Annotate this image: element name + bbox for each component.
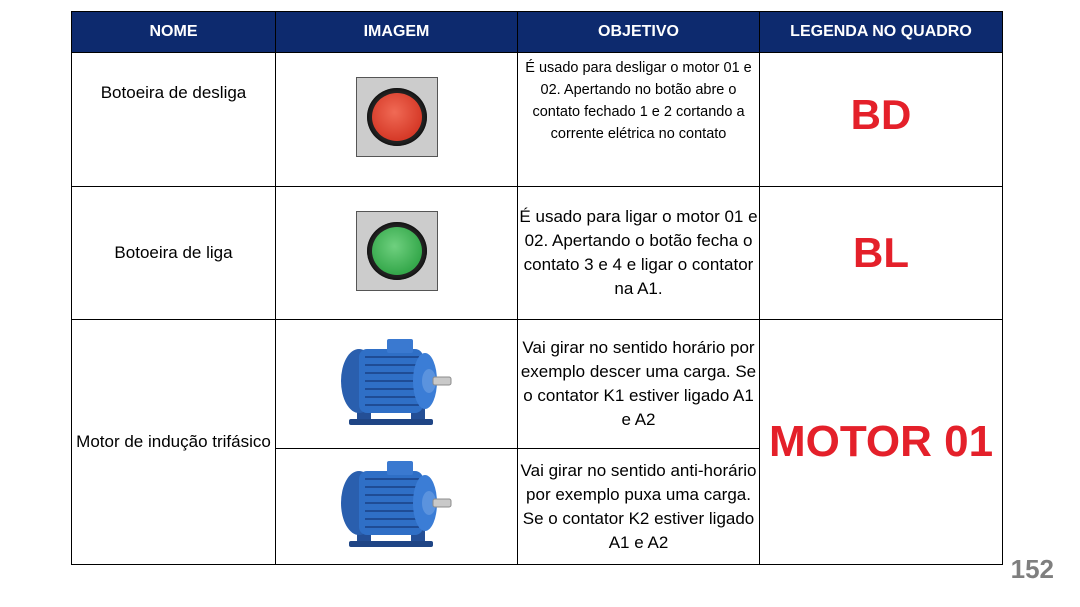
row-image: [276, 187, 518, 320]
row-legend: BD: [760, 53, 1003, 187]
table-row: [72, 53, 1003, 187]
header-imagem: IMAGEM: [276, 12, 518, 53]
row-name: Botoeira de liga: [72, 187, 276, 320]
green-push-button-icon: [356, 211, 438, 291]
page-number: 152: [1010, 554, 1054, 584]
row-objective: É usado para desligar o motor 01 e 02. Apertando no botão abre o contato fechado 1 e 2 cortando a corrente elétrica no contato: [518, 53, 760, 187]
row-image: [276, 53, 518, 187]
row-image: [276, 449, 518, 565]
row-objective: Vai girar no sentido anti-horário por exemplo puxa uma carga. Se o contator K2 estiver ligado A1 e A2: [518, 449, 760, 565]
components-table: [71, 11, 1003, 565]
header-legenda: LEGENDA NO QUADRO: [760, 12, 1003, 53]
blue-electric-motor-icon: [339, 335, 455, 429]
row-image: [276, 320, 518, 449]
header-nome: NOME: [72, 12, 276, 53]
row-objective: É usado para ligar o motor 01 e 02. Apertando o botão fecha o contato 3 e 4 e ligar o contator na A1.: [518, 187, 760, 320]
row-name: Botoeira de desliga: [72, 53, 276, 187]
table-row: [72, 187, 1003, 320]
row-legend: BL: [760, 187, 1003, 320]
header-objetivo: OBJETIVO: [518, 12, 760, 53]
table-row: [72, 320, 1003, 449]
header-row: [72, 12, 1003, 53]
red-push-button-icon: [356, 77, 438, 157]
row-name: Motor de indução trifásico: [72, 320, 276, 565]
blue-electric-motor-icon: [339, 457, 455, 551]
row-legend: MOTOR 01: [760, 320, 1003, 565]
row-objective: Vai girar no sentido horário por exemplo descer uma carga. Se o contator K1 estiver ligado A1 e A2: [518, 320, 760, 449]
